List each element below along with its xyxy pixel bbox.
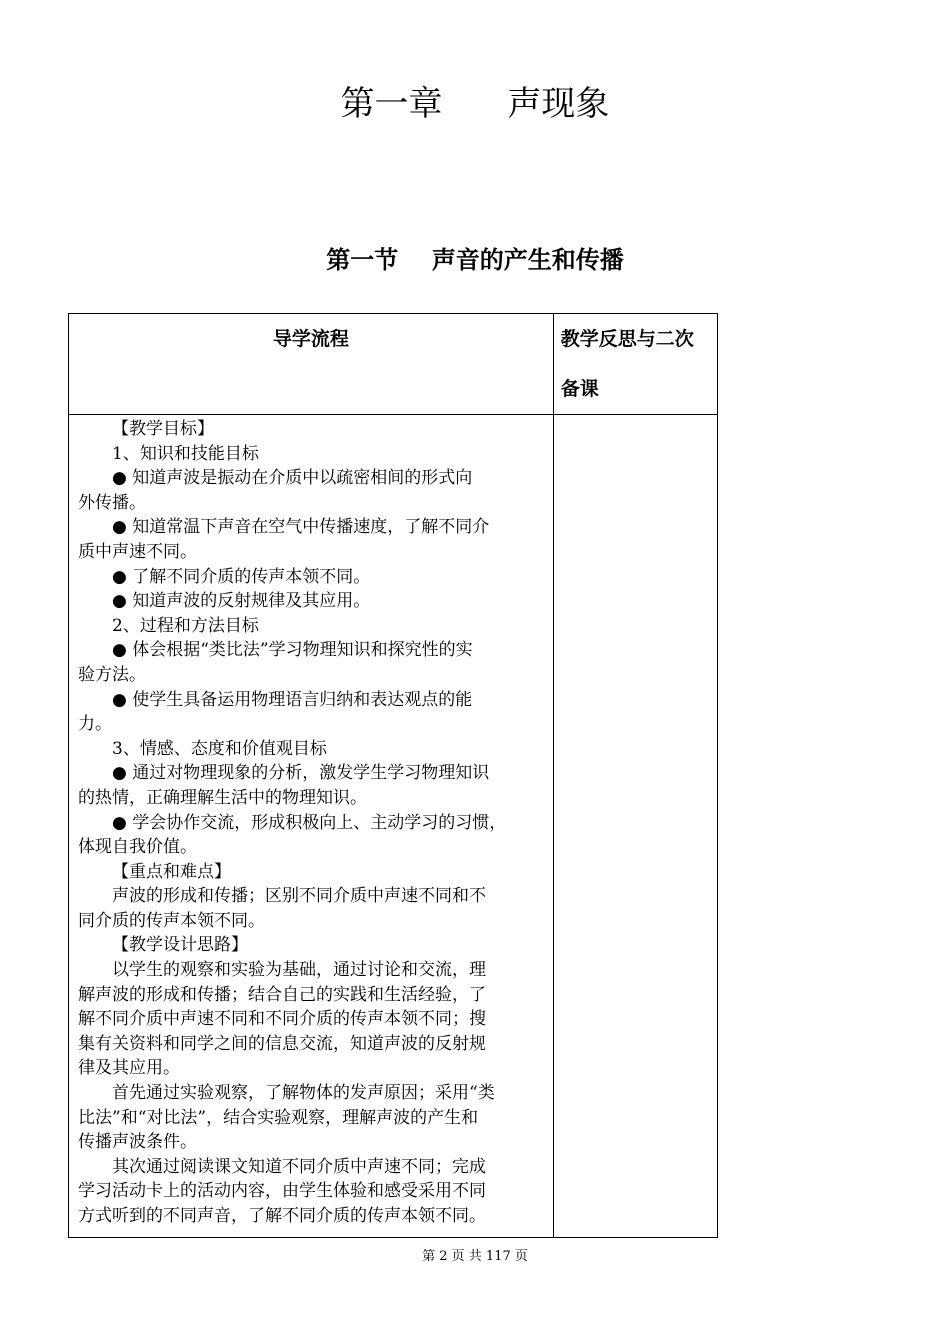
continuation-line: 的热情，正确理解生活中的物理知识。 — [78, 787, 367, 808]
bullet-line: ● 使学生具备运用物理语言归纳和表达观点的能 — [112, 689, 473, 710]
paragraph-line: 解不同介质中声速不同和不同介质的传声本领不同；搜 — [78, 1009, 486, 1030]
paragraph-line: 学习活动卡上的活动内容，由学生体验和感受采用不同 — [78, 1181, 486, 1202]
bullet-line: ● 知道声波的反射规律及其应用。 — [112, 591, 371, 612]
heading-teaching-goals: 【教学目标】 — [112, 419, 214, 439]
reflection-content-empty — [553, 415, 717, 1238]
header-reflection-line1: 教学反思与二次 — [560, 328, 694, 350]
paragraph-line: 以学生的观察和实验为基础，通过讨论和交流，理 — [112, 960, 486, 981]
chapter-title: 第一章 声现象 — [340, 84, 610, 124]
bullet-line: ● 知道声波是振动在介质中以疏密相间的形式向 — [112, 468, 473, 489]
heading-design-ideas: 【教学设计思路】 — [112, 935, 248, 956]
header-reflection — [553, 314, 717, 415]
section-title: 第一节 声音的产生和传播 — [326, 246, 624, 274]
paragraph-line: 解声波的形成和传播；结合自己的实践和生活经验，了 — [78, 984, 486, 1005]
bullet-line: ● 通过对物理现象的分析，激发学生学习物理知识 — [112, 763, 490, 784]
page-footer: 第 2 页 共 117 页 — [422, 1249, 528, 1264]
paragraph-line: 声波的形成和传播；区别不同介质中声速不同和不 — [112, 886, 486, 907]
paragraph-line: 传播声波条件。 — [78, 1132, 197, 1153]
lesson-table — [68, 313, 718, 1238]
paragraph-line: 其次通过阅读课文知道不同介质中声速不同；完成 — [112, 1156, 486, 1177]
paragraph-line: 集有关资料和同学之间的信息交流，知道声波的反射规 — [78, 1033, 486, 1054]
table-body-row — [69, 415, 718, 1238]
bullet-line: ● 体会根据“类比法”学习物理知识和探究性的实 — [112, 640, 473, 661]
bullet-line: ● 学会协作交流，形成积极向上、主动学习的习惯， — [112, 812, 507, 833]
header-reflection-line2: 备课 — [560, 378, 599, 400]
paragraph-line: 首先通过实验观察，了解物体的发声原因；采用“类 — [112, 1083, 495, 1104]
header-guided-process: 导学流程 — [69, 314, 554, 415]
goal-emotion-attitude: 3、情感、态度和价值观目标 — [112, 738, 327, 759]
paragraph-line: 律及其应用。 — [78, 1058, 180, 1079]
heading-key-points: 【重点和难点】 — [112, 861, 231, 882]
paragraph-line: 同介质的传声本领不同。 — [78, 910, 265, 931]
continuation-line: 体现自我价值。 — [78, 837, 197, 858]
goal-process-method: 2、过程和方法目标 — [112, 615, 259, 636]
bullet-line: ● 了解不同介质的传声本领不同。 — [112, 566, 371, 587]
continuation-line: 质中声速不同。 — [78, 541, 197, 562]
continuation-line: 验方法。 — [78, 664, 146, 685]
continuation-line: 外传播。 — [78, 492, 146, 513]
paragraph-line: 比法”和“对比法”，结合实验观察，理解声波的产生和 — [78, 1107, 479, 1128]
paragraph-line: 方式听到的不同声音，了解不同介质的传声本领不同。 — [78, 1206, 486, 1226]
table-header-row — [69, 314, 718, 415]
bullet-line: ● 知道常温下声音在空气中传播速度，了解不同介 — [112, 517, 490, 538]
continuation-line: 力。 — [78, 714, 112, 735]
goal-knowledge-skills: 1、知识和技能目标 — [112, 443, 259, 464]
guided-process-content — [69, 415, 554, 1238]
